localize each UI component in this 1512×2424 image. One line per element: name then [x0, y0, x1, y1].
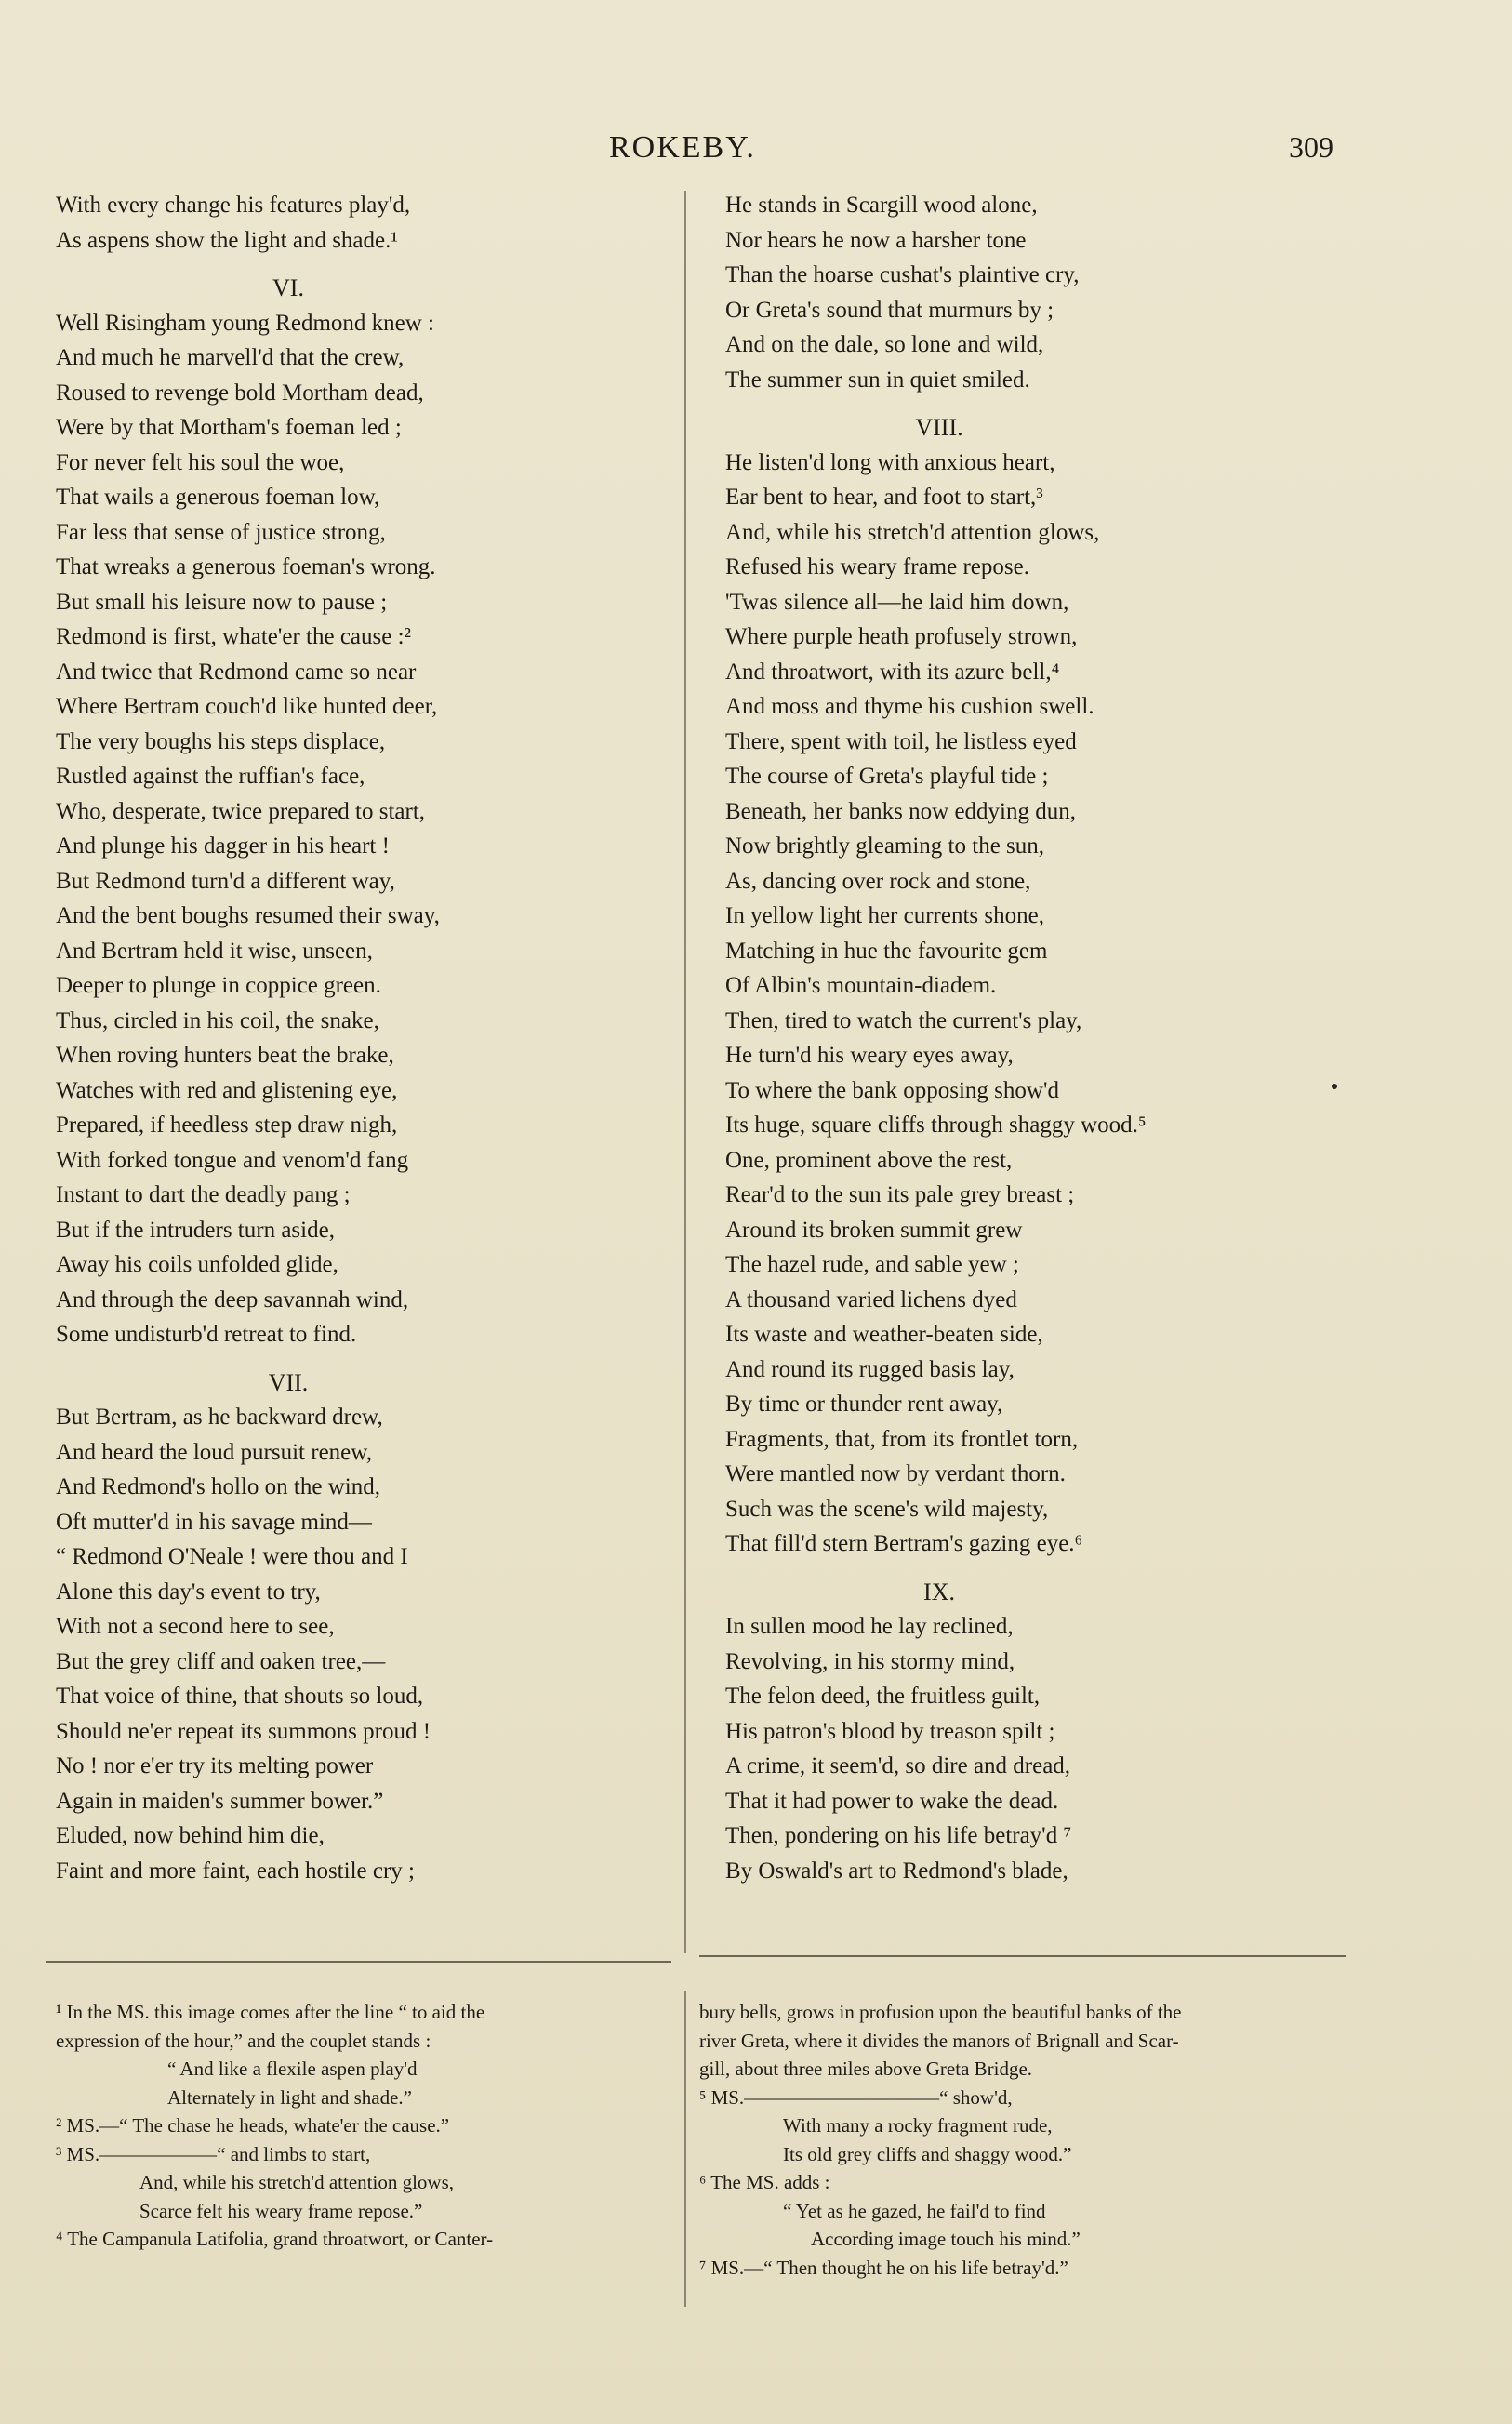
footnote-line: ⁵ MS.——————————“ show'd,: [699, 2085, 1013, 2109]
verse-line: And throatwort, with its azure bell,⁴: [725, 659, 1060, 685]
verse-line: As, dancing over rock and stone,: [725, 868, 1031, 894]
verse-line: That wreaks a generous foeman's wrong.: [56, 554, 436, 579]
verse-line: Thus, circled in his coil, the snake,: [56, 1007, 379, 1033]
verse-line: To where the bank opposing show'd: [725, 1077, 1059, 1103]
footnote-line: ⁴ The Campanula Latifolia, grand throatwort, or Canter-: [56, 2228, 494, 2250]
verse-line: Refused his weary frame repose.: [725, 554, 1029, 579]
verse-line: And moss and thyme his cushion swell.: [725, 694, 1094, 719]
verse-line: Rustled against the ruffian's face,: [56, 764, 365, 789]
verse-line: And Redmond's hollo on the wind,: [56, 1474, 380, 1499]
verse-line: With not a second here to see,: [56, 1614, 335, 1639]
verse-line: He stands in Scargill wood alone,: [725, 193, 1038, 218]
verse-line: “ Redmond O'Neale ! were thou and I: [56, 1544, 408, 1569]
verse-line: In yellow light her currents shone,: [725, 903, 1044, 928]
verse-line: The very boughs his steps displace,: [56, 728, 386, 754]
verse-line: He turn'd his weary eyes away,: [725, 1043, 1014, 1068]
footnote-line: river Greta, where it divides the manors of Brignall and Scar-: [699, 2029, 1179, 2052]
verse-line: With every change his features play'd,: [56, 193, 411, 218]
verse-line: The hazel rude, and sable yew ;: [725, 1252, 1019, 1277]
verse-line: Deeper to plunge in coppice green.: [56, 973, 381, 998]
verse-line: Its huge, square cliffs through shaggy wood.⁵: [725, 1112, 1147, 1138]
footnote-line: Scarce felt his weary frame repose.”: [139, 2199, 423, 2222]
intro-lines-left: [56, 188, 707, 258]
verse-line: The summer sun in quiet smiled.: [725, 366, 1030, 393]
verse-line: And the bent boughs resumed their sway,: [56, 903, 440, 928]
footnote-line: Its old grey cliffs and shaggy wood.”: [783, 2142, 1072, 2165]
verse-line: Were mantled now by verdant thorn.: [725, 1461, 1066, 1486]
verse-line: Then, tired to watch the current's play,: [725, 1007, 1082, 1033]
verse-line: And, while his stretch'd attention glows,: [725, 519, 1100, 545]
footnote-line: With many a rocky fragment rude,: [783, 2114, 1053, 2137]
verse-line: By time or thunder rent away,: [725, 1392, 1003, 1417]
verse-line: A crime, it seem'd, so dire and dread,: [725, 1753, 1071, 1778]
verse-line: When roving hunters beat the brake,: [56, 1043, 394, 1068]
footnote-line: ² MS.—“ The chase he heads, whate'er the cause.”: [56, 2114, 450, 2137]
footnotes-right: [699, 1998, 1341, 2282]
verse-line: Again in maiden's summer bower.”: [56, 1788, 384, 1814]
verse-line: He listen'd long with anxious heart,: [725, 449, 1055, 475]
intro-lines-right: [725, 188, 1376, 397]
page-title: ROKEBY.: [609, 130, 756, 165]
stanza-number-vi: VI.: [272, 274, 304, 301]
verse-line: Should ne'er repeat its summons proud !: [56, 1718, 431, 1744]
footnote-rule-left: [46, 1961, 671, 1963]
verse-line: Or Greta's sound that murmurs by ;: [725, 297, 1054, 323]
verse-line: Ear bent to hear, and foot to start,³: [725, 485, 1043, 510]
verse-line: Well Risingham young Redmond knew :: [56, 310, 434, 336]
footnote-rule-right: [699, 1955, 1346, 1957]
verse-line: And round its rugged basis lay,: [725, 1356, 1015, 1382]
verse-line: Were by that Mortham's foeman led ;: [56, 415, 402, 440]
footnote-line: gill, about three miles above Greta Bridge.: [699, 2058, 1033, 2080]
verse-line: His patron's blood by treason spilt ;: [725, 1718, 1055, 1744]
verse-line: Of Albin's mountain-diadem.: [725, 973, 997, 998]
left-column: [56, 188, 707, 1888]
verse-line: There, spent with toil, he listless eyed: [725, 728, 1077, 754]
verse-line: Nor hears he now a harsher tone: [725, 227, 1027, 253]
page-number: 309: [1289, 130, 1333, 164]
verse-line: One, prominent above the rest,: [725, 1147, 1013, 1173]
verse-line: The felon deed, the fruitless guilt,: [725, 1684, 1041, 1709]
running-header: [0, 130, 1512, 173]
verse-line: That voice of thine, that shouts so loud,: [56, 1684, 424, 1709]
verse-line: Revolving, in his stormy mind,: [725, 1648, 1015, 1674]
verse-line: As aspens show the light and shade.¹: [56, 227, 398, 253]
footnotes-left: [56, 1998, 697, 2254]
verse-line: Some undisturb'd retreat to find.: [56, 1322, 357, 1347]
verse-line: Far less that sense of justice strong,: [56, 519, 386, 545]
verse-line: That fill'd stern Bertram's gazing eye.⁶: [725, 1531, 1083, 1556]
verse-line: The course of Greta's playful tide ;: [725, 764, 1049, 789]
right-column: [725, 188, 1376, 1888]
verse-line: Faint and more faint, each hostile cry ;: [56, 1858, 415, 1884]
verse-line: Eluded, now behind him die,: [56, 1823, 325, 1848]
verse-line: And on the dale, so lone and wild,: [725, 332, 1044, 357]
verse-line: Instant to dart the deadly pang ;: [56, 1182, 351, 1207]
verse-line: A thousand varied lichens dyed: [725, 1286, 1017, 1312]
stanza-vi: [56, 306, 707, 1352]
footnote-line: “ Yet as he gazed, he fail'd to find: [783, 2199, 1046, 2222]
footnote-line: ¹ In the MS. this image comes after the line “ to aid the: [56, 2001, 485, 2023]
verse-line: 'Twas silence all—he laid him down,: [725, 589, 1069, 615]
verse-line: And Bertram held it wise, unseen,: [56, 938, 373, 964]
verse-line: For never felt his soul the woe,: [56, 449, 345, 475]
verse-line: Alone this day's event to try,: [56, 1578, 321, 1605]
footnote-line: bury bells, grows in profusion upon the beautiful banks of the: [699, 2001, 1182, 2023]
verse-line: Rear'd to the sun its pale grey breast ;: [725, 1182, 1075, 1207]
verse-line: With forked tongue and venom'd fang: [56, 1147, 409, 1173]
ink-speck: [1332, 1084, 1337, 1089]
verse-line: That wails a generous foeman low,: [56, 485, 380, 510]
verse-line: Fragments, that, from its frontlet torn,: [725, 1426, 1079, 1452]
verse-line: That it had power to wake the dead.: [725, 1788, 1059, 1814]
stanza-viii: [725, 446, 1376, 1562]
verse-line: But if the intruders turn aside,: [56, 1217, 335, 1243]
verse-line: And twice that Redmond came so near: [56, 659, 417, 685]
verse-line: Prepared, if heedless step draw nigh,: [56, 1112, 398, 1138]
footnote-line: Alternately in light and shade.”: [167, 2085, 413, 2109]
verse-line: And plunge his dagger in his heart !: [56, 833, 390, 859]
footnote-line: ⁷ MS.—“ Then thought he on his life betray'd.”: [699, 2256, 1068, 2279]
verse-line: And much he marvell'd that the crew,: [56, 345, 405, 370]
verse-line: But small his leisure now to pause ;: [56, 589, 388, 615]
footnote-line: ³ MS.——————“ and limbs to start,: [56, 2142, 371, 2165]
verse-line: Roused to revenge bold Mortham dead,: [56, 380, 424, 406]
verse-line: But Bertram, as he backward drew,: [56, 1405, 383, 1430]
verse-line: By Oswald's art to Redmond's blade,: [725, 1858, 1068, 1884]
stanza-ix: [725, 1609, 1376, 1888]
verse-line: But Redmond turn'd a different way,: [56, 868, 395, 894]
footnote-line: According image touch his mind.”: [811, 2228, 1081, 2250]
verse-line: Than the hoarse cushat's plaintive cry,: [725, 262, 1080, 287]
verse-line: Its waste and weather-beaten side,: [725, 1322, 1043, 1347]
verse-line: Now brightly gleaming to the sun,: [725, 833, 1045, 859]
verse-line: Matching in hue the favourite gem: [725, 938, 1048, 964]
verse-line: But the grey cliff and oaken tree,—: [56, 1648, 386, 1674]
column-divider: [684, 191, 686, 1953]
verse-line: Around its broken summit grew: [725, 1217, 1023, 1243]
verse-line: Away his coils unfolded glide,: [56, 1252, 338, 1277]
verse-line: And heard the loud pursuit renew,: [56, 1439, 372, 1465]
verse-line: Where Bertram couch'd like hunted deer,: [56, 694, 438, 719]
footnote-line: ⁶ The MS. adds :: [699, 2171, 830, 2193]
verse-line: Who, desperate, twice prepared to start,: [56, 798, 426, 824]
verse-line: Such was the scene's wild majesty,: [725, 1496, 1049, 1522]
stanza-number-ix: IX.: [923, 1578, 955, 1605]
footnote-line: “ And like a flexile aspen play'd: [167, 2058, 418, 2080]
stanza-number-viii: VIII.: [915, 414, 963, 441]
verse-line: Then, pondering on his life betray'd ⁷: [725, 1823, 1072, 1848]
verse-line: Oft mutter'd in his savage mind—: [56, 1509, 372, 1535]
verse-line: Where purple heath profusely strown,: [725, 624, 1078, 649]
verse-line: In sullen mood he lay reclined,: [725, 1614, 1014, 1639]
stanza-vii: [56, 1400, 707, 1888]
verse-line: No ! nor e'er try its melting power: [56, 1753, 374, 1778]
stanza-number-vii: VII.: [268, 1368, 309, 1396]
verse-line: Redmond is first, whate'er the cause :²: [56, 624, 412, 649]
verse-line: Watches with red and glistening eye,: [56, 1077, 398, 1103]
verse-line: And through the deep savannah wind,: [56, 1286, 409, 1312]
footnote-line: And, while his stretch'd attention glows,: [139, 2171, 454, 2193]
verse-line: Beneath, her banks now eddying dun,: [725, 798, 1077, 824]
footnote-line: expression of the hour,” and the couplet stands :: [56, 2029, 431, 2052]
